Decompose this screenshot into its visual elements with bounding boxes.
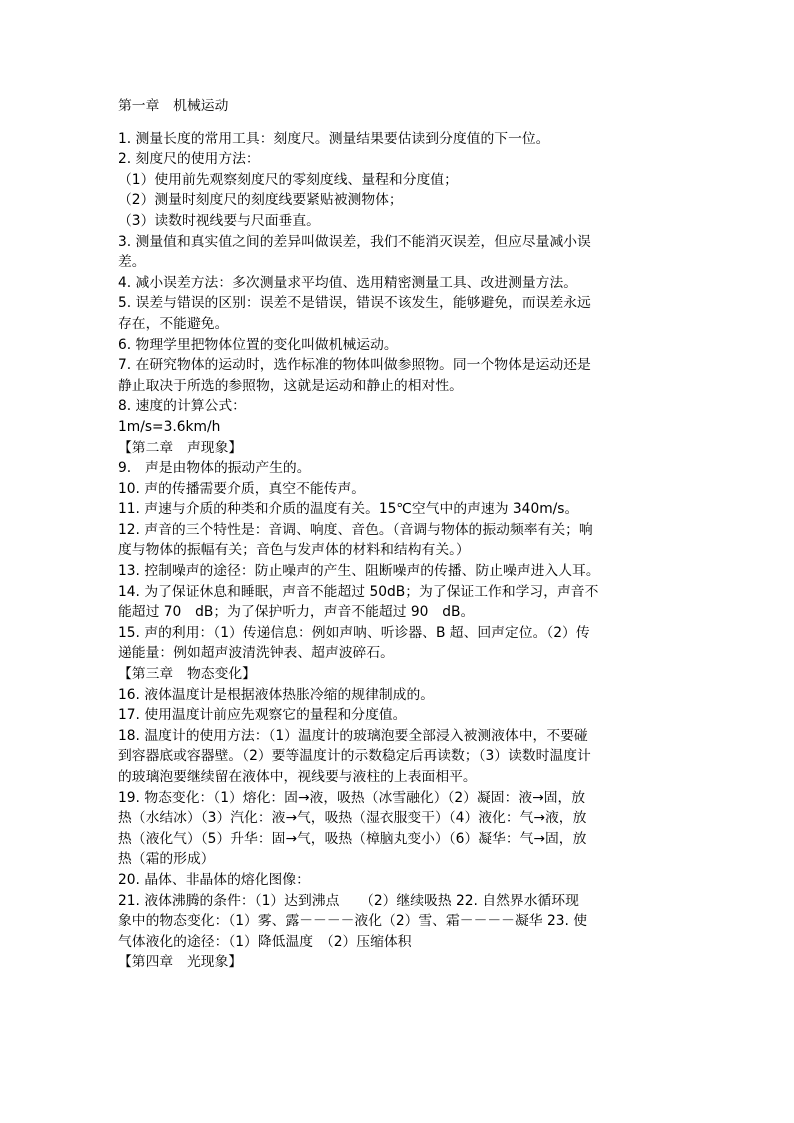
text-line: 6. 物理学里把物体位置的变化叫做机械运动。 [118, 336, 398, 353]
text-line: 19. 物态变化：（1）熔化：固→液，吸热（冰雪融化）（2）凝固：液→固，放 [118, 789, 586, 806]
text-line: （3）读数时视线要与尺面垂直。 [118, 212, 320, 229]
text-line: 5. 误差与错误的区别：误差不是错误，错误不该发生，能够避免，而误差永远 [118, 295, 591, 312]
text-line: 的玻璃泡要继续留在液体中，视线要与液柱的上表面相平。 [118, 769, 477, 785]
text-line: 气体液化的途径：（1）降低温度 （2）压缩体积 [118, 933, 412, 950]
section-heading: 【第四章 光现象】 [118, 954, 243, 971]
text-line: 14. 为了保证休息和睡眠，声音不能超过 50dB；为了保证工作和学习，声音不 [118, 583, 599, 600]
text-line: 20. 晶体、非晶体的熔化图像： [118, 871, 310, 888]
text-line: 13. 控制噪声的途径：防止噪声的产生、阻断噪声的传播、防止噪声进入人耳。 [118, 563, 600, 580]
section-heading: 【第二章 声现象】 [118, 439, 243, 456]
chapter-title: 第一章 机械运动 [118, 98, 229, 114]
text-line: 度与物体的振幅有关；音色与发声体的材料和结构有关。） [118, 542, 470, 559]
text-line: 4. 减小误差方法：多次测量求平均值、选用精密测量工具、改进测量方法。 [118, 274, 578, 291]
spacer [118, 117, 678, 129]
text-line: 15. 声的利用：（1）传递信息：例如声呐、听诊器、B 超、回声定位。（2）传 [118, 624, 590, 641]
text-line: 11. 声速与介质的种类和介质的温度有关。15℃空气中的声速为 340m/s。 [118, 501, 579, 518]
text-line: （1）使用前先观察刻度尺的零刻度线、量程和分度值； [118, 171, 458, 188]
text-line: 8. 速度的计算公式： [118, 398, 246, 415]
text-line: 象中的物态变化：（1）雾、露－－－－液化（2）雪、霜－－－－凝华 23. 使 [118, 913, 588, 930]
text-line: 递能量：例如超声波清洗钟表、超声波碎石。 [118, 645, 394, 662]
section-heading: 【第三章 物态变化】 [118, 666, 256, 683]
text-line: 热（液化气）（5）升华：固→气，吸热（樟脑丸变小）（6）凝华：气→固，放 [118, 830, 587, 847]
text-line: 存在，不能避免。 [118, 315, 229, 332]
text-line: 9. 声是由物体的振动产生的。 [118, 460, 311, 477]
text-line: 12. 声音的三个特性是：音调、响度、音色。（音调与物体的振动频率有关；响 [118, 521, 593, 538]
text-line: 1. 测量长度的常用工具：刻度尺。测量结果要估读到分度值的下一位。 [118, 130, 550, 147]
text-line: 差。 [118, 254, 146, 271]
text-line: 2. 刻度尺的使用方法： [118, 151, 260, 168]
document-body [118, 96, 678, 973]
text-line: 热（水结冰）（3）汽化：液→气，吸热（湿衣服变干）（4）液化：气→液，放 [118, 810, 587, 827]
formula-line: 1m/s=3.6km/h [118, 418, 221, 435]
text-line: 21. 液体沸腾的条件：（1）达到沸点 （2）继续吸热 22. 自然界水循环现 [118, 892, 579, 909]
text-line: 静止取决于所选的参照物，这就是运动和静止的相对性。 [118, 377, 463, 394]
text-line: 17. 使用温度计前应先观察它的量程和分度值。 [118, 707, 407, 724]
text-line: 16. 液体温度计是根据液体热胀冷缩的规律制成的。 [118, 686, 435, 703]
text-line: 7. 在研究物体的运动时，选作标准的物体叫做参照物。同一个物体是运动还是 [118, 357, 591, 374]
text-line: 18. 温度计的使用方法：（1）温度计的玻璃泡要全部浸入被测液体中，不要碰 [118, 727, 588, 744]
text-line: 能超过 70 dB；为了保护听力，声音不能超过 90 dB。 [118, 604, 475, 621]
text-line: 10. 声的传播需要介质，真空不能传声。 [118, 480, 366, 497]
text-line: 3. 测量值和真实值之间的差异叫做误差，我们不能消灭误差，但应尽量减小误 [118, 233, 591, 250]
text-line: 热（霜的形成） [118, 851, 215, 868]
text-line: 到容器底或容器壁。（2）要等温度计的示数稳定后再读数；（3）读数时温度计 [118, 748, 591, 765]
text-line: （2）测量时刻度尺的刻度线要紧贴被测物体； [118, 192, 403, 209]
